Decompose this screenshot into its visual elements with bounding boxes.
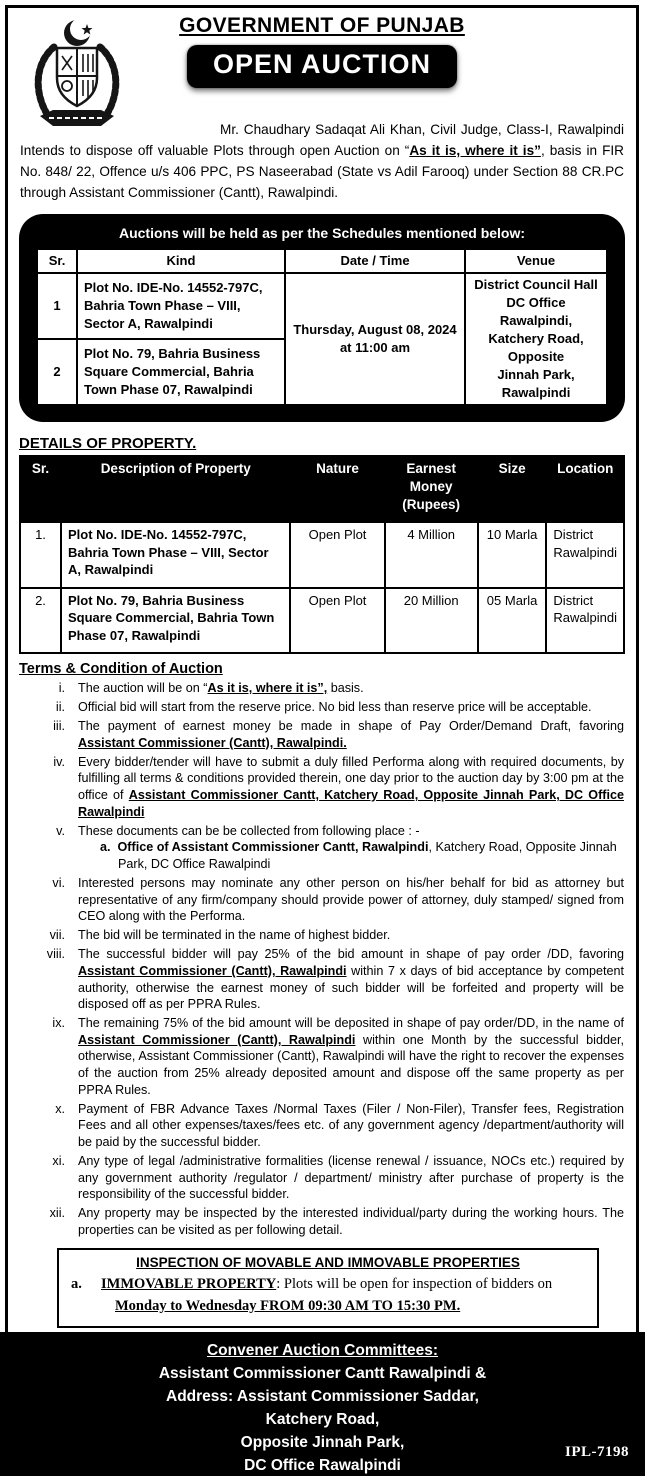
term-item <box>19 927 625 944</box>
schedule-table <box>36 248 608 406</box>
text-segment: Interested persons may nominate any other person on his/her behalf for bid as attorney but representative of any firm/company should provide power of attorney, duly stamped/ signed from CEO along with the Performa. <box>78 876 624 924</box>
text-segment: Assistant Commissioner Cantt, Katchery Road, Opposite Jinnah Park, DC Office Rawalpindi <box>78 788 624 819</box>
sr-cell: 1. <box>20 522 61 588</box>
term-item <box>19 946 625 1012</box>
text-segment: Any property may be inspected by the interested individual/party during the working hours. The properties can be visited as per following detail. <box>78 1206 624 1237</box>
text-segment: within one Month by the successful bidder, otherwise, Assistant Commissioner (Cantt), Rawalpindi will have the right to recover the expenses of the auction from 25% already deposited amount and dispose off the same property as per PPRA Rules. <box>78 1032 624 1097</box>
term-text <box>78 718 624 751</box>
inspection-heading: INSPECTION OF MOVABLE AND IMMOVABLE PROPERTIES <box>136 1254 520 1270</box>
text-segment: Assistant Commissioner (Cantt), Rawalpindi <box>78 1032 356 1047</box>
earnest-money-cell: 4 Million <box>385 522 478 588</box>
term-item <box>19 680 625 697</box>
text-segment: Mr. Chaudhary Sadaqat Ali Khan, Civil Judge, Class-I, Rawalpindi Intends to dispose off valuable Plots through open Auction on “ <box>20 122 624 158</box>
convener-footer <box>0 1332 645 1476</box>
text-segment: , Katchery Road, Opposite Jinnah Park, DC Office Rawalpindi <box>118 840 617 871</box>
text-segment: The remaining 75% of the bid amount will be deposited in shape of pay order/DD, in the name of <box>78 1016 624 1031</box>
inspection-item-text <box>101 1276 552 1314</box>
text-line: Katchery Road, Opposite <box>488 331 584 364</box>
term-number: iii. <box>53 719 65 734</box>
footer-address <box>0 1362 645 1476</box>
col-header-venue: Venue <box>465 249 607 273</box>
datetime-cell: Thursday, August 08, 2024 at 11:00 am <box>285 273 465 405</box>
term-number: x. <box>55 1101 65 1116</box>
punjab-government-emblem-icon <box>27 16 127 134</box>
text-line: Opposite Jinnah Park, <box>240 1434 405 1451</box>
text-line: DC Office Rawalpindi <box>244 1457 401 1474</box>
text-segment: basis. <box>327 681 364 695</box>
term-text <box>78 680 624 697</box>
term-number: vi. <box>52 876 65 891</box>
text-line: Address: Assistant Commissioner Saddar, <box>166 1388 479 1405</box>
schedule-row <box>37 273 607 339</box>
sr-cell: 1 <box>37 273 77 339</box>
schedule-header-row <box>37 249 607 273</box>
earnest-money-cell: 20 Million <box>385 588 478 654</box>
text-segment: Office of Assistant Commissioner Cantt, Rawalpindi <box>117 840 429 855</box>
term-number: ix. <box>52 1016 65 1031</box>
kind-cell: Plot No. IDE-No. 14552-797C, Bahria Town Phase – VIII, Sector A, Rawalpindi <box>77 273 285 339</box>
inspection-item-label: a. <box>71 1275 82 1292</box>
text-segment: Assistant Commissioner (Cantt), Rawalpindi. <box>78 735 347 750</box>
col-header-kind: Kind <box>77 249 285 273</box>
col-header-sr: Sr. <box>20 456 61 522</box>
term-text <box>78 1205 624 1238</box>
location-cell: District Rawalpindi <box>546 522 624 588</box>
text-segment: Payment of FBR Advance Taxes /Normal Taxes (Filer / Non-Filer), Transfer fees, Registration Fees and all other expenses/taxes/fees etc. of any government agency /department/authority will be paid by the successful bidder. <box>78 1101 624 1149</box>
term-number: iv. <box>53 754 65 769</box>
sr-cell: 2 <box>37 339 77 405</box>
col-header-sr: Sr. <box>37 249 77 273</box>
page-title: GOVERNMENT OF PUNJAB <box>179 14 465 37</box>
text-segment: Official bid will start from the reserve price. No bid less than reserve price will be acceptable. <box>78 700 592 715</box>
size-cell: 05 Marla <box>478 588 547 654</box>
notice-header <box>19 14 625 110</box>
term-text <box>78 946 624 1012</box>
text-segment: within 7 x days of bid acceptance by competent authority, otherwise the earnest money of such bidder will be forfeited and property will be disposed off as per PPRA Rules. <box>78 964 624 1012</box>
term-number: i. <box>58 681 65 695</box>
term-number: viii. <box>46 947 65 962</box>
property-header-row <box>20 456 624 522</box>
text-segment: As it is, where it is” <box>409 143 541 158</box>
col-header-earnest-money: Earnest Money (Rupees) <box>385 456 478 522</box>
kind-cell: Plot No. 79, Bahria Business Square Commercial, Bahria Town Phase 07, Rawalpindi <box>77 339 285 405</box>
term-number: xii. <box>49 1206 65 1221</box>
text-line: Katchery Road, <box>265 1411 380 1428</box>
col-header-nature: Nature <box>290 456 384 522</box>
text-segment: Assistant Commissioner (Cantt), Rawalpindi <box>78 964 347 978</box>
subitem-label: a. <box>100 840 118 855</box>
open-auction-banner: OPEN AUCTION <box>187 45 457 88</box>
term-item <box>19 1015 625 1098</box>
text-segment: : Plots will be open for inspection of bidders on <box>276 1275 553 1292</box>
nature-cell: Open Plot <box>290 522 384 588</box>
description-cell: Plot No. IDE-No. 14552-797C, Bahria Town Phase – VIII, Sector A, Rawalpindi <box>61 522 290 588</box>
term-text <box>78 1101 624 1151</box>
sr-cell: 2. <box>20 588 61 654</box>
term-number: xi. <box>52 1154 65 1169</box>
inspection-item <box>71 1273 585 1317</box>
text-line: DC Office Rawalpindi, <box>499 295 573 328</box>
term-subitem <box>100 839 624 872</box>
term-number: vii. <box>49 928 65 943</box>
venue-cell <box>465 273 607 405</box>
text-segment: The bid will be terminated in the name of highest bidder. <box>78 928 391 943</box>
term-text <box>78 1153 624 1203</box>
property-row <box>20 588 624 654</box>
text-segment: The payment of earnest money be made in shape of Pay Order/Demand Draft, favoring <box>78 719 624 734</box>
col-header-size: Size <box>478 456 547 522</box>
text-segment: The successful bidder will pay 25% of the bid amount in shape of pay order /DD, favoring <box>78 947 624 962</box>
schedule-title: Auctions will be held as per the Schedules mentioned below: <box>118 225 526 241</box>
text-line: Assistant Commissioner Cantt Rawalpindi & <box>158 1365 487 1382</box>
text-segment: , basis in FIR No. 848/ 22, Offence u/s 406 PPC, PS Naseerabad (State vs Adil Farooq) under Section 88 CR.PC through Assistant Commissioner (Cantt), Rawalpindi. <box>20 143 624 200</box>
term-text <box>78 699 624 716</box>
term-item <box>19 718 625 751</box>
term-text <box>78 927 624 944</box>
terms-list <box>19 680 625 1239</box>
property-table <box>19 455 625 654</box>
col-header-datetime: Date / Time <box>285 249 465 273</box>
col-header-location: Location <box>546 456 624 522</box>
inspection-box <box>57 1248 599 1328</box>
text-segment: The auction will be on “ <box>78 681 208 695</box>
term-text <box>78 823 624 873</box>
term-item <box>19 875 625 925</box>
col-header-description: Description of Property <box>61 456 290 522</box>
footer-title: Convener Auction Committees: <box>206 1342 439 1359</box>
text-segment: IMMOVABLE PROPERTY <box>101 1275 277 1292</box>
term-number: ii. <box>55 700 65 715</box>
term-text <box>78 875 624 925</box>
nature-cell: Open Plot <box>290 588 384 654</box>
text-segment: Any type of legal /administrative formalities (license renewal / issuance, NOCs etc.) required by any government authority /regulator / department/ ministry after purchase of property is the responsibility of the successful bidder. <box>78 1154 624 1202</box>
term-text <box>78 1015 624 1098</box>
term-item <box>19 754 625 820</box>
term-number: v. <box>56 823 65 838</box>
description-cell: Plot No. 79, Bahria Business Square Commercial, Bahria Town Phase 07, Rawalpindi <box>61 588 290 654</box>
term-item <box>19 1205 625 1238</box>
text-segment: As it is, where it is”, <box>207 681 328 695</box>
terms-heading: Terms & Condition of Auction <box>19 661 223 677</box>
ipl-reference: IPL-7198 <box>565 1444 629 1460</box>
text-line: Jinnah Park, Rawalpindi <box>497 367 575 400</box>
text-segment: These documents can be be collected from following place : - <box>78 823 420 838</box>
size-cell: 10 Marla <box>478 522 547 588</box>
term-item <box>19 1101 625 1151</box>
text-segment: Every bidder/tender will have to submit a duly filled Performa along with required documents, by fulfilling all terms & conditions provided therein, one day prior to the auction day by 3:00 pm at the office of <box>78 754 624 803</box>
schedule-box <box>19 214 625 422</box>
term-item <box>19 699 625 716</box>
location-cell: District Rawalpindi <box>546 588 624 654</box>
term-text <box>78 754 624 820</box>
text-line: District Council Hall <box>474 277 598 292</box>
details-of-property-heading: DETAILS OF PROPERTY. <box>19 435 197 452</box>
text-segment: Monday to Wednesday FROM 09:30 AM TO 15:30 PM. <box>115 1297 461 1314</box>
property-row <box>20 522 624 588</box>
page-border-frame <box>5 5 639 1332</box>
term-item <box>19 823 625 873</box>
term-item <box>19 1153 625 1203</box>
